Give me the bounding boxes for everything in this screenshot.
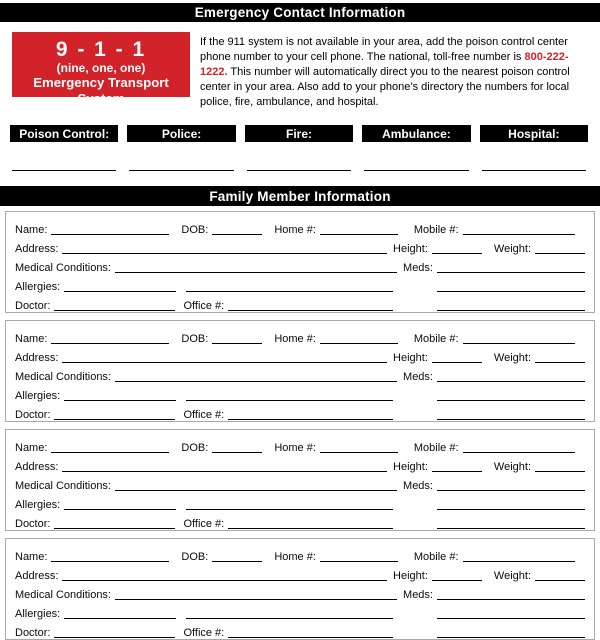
allergies-label: Allergies: (15, 499, 61, 511)
height-blank-line (432, 580, 482, 581)
weight-blank-line (535, 253, 585, 254)
doctor-label: Doctor: (15, 518, 51, 530)
mobile-phone-blank-line (463, 561, 575, 562)
mobile-phone-blank-line (463, 452, 575, 453)
dob-label: DOB: (181, 224, 209, 236)
height-blank-line (432, 362, 482, 363)
allergies-row (15, 602, 585, 621)
name-dob-phone-row (15, 436, 585, 455)
address-label: Address: (15, 461, 59, 473)
address-blank-line (62, 253, 387, 254)
meds-continuation-line-1 (437, 291, 585, 292)
instructions-part2: This number will automatically direct you to the nearest poison control center in your area. Also add to your phone’s directory the numbers for local police, fire, ambulance, and hospital. (200, 66, 570, 108)
family-member-card (5, 538, 595, 640)
medical-conditions-meds-row (15, 365, 585, 384)
dob-label: DOB: (181, 551, 209, 563)
meds-continuation-line-1 (437, 618, 585, 619)
weight-blank-line (535, 580, 585, 581)
poison-control-instructions (200, 35, 595, 110)
family-member-card (5, 211, 595, 313)
home-phone-label: Home #: (274, 551, 316, 563)
address-label: Address: (15, 352, 59, 364)
dob-blank-line (212, 234, 262, 235)
address-height-weight-row (15, 237, 585, 256)
name-blank-line (51, 561, 169, 562)
contact-label-fire: Fire: (245, 125, 353, 142)
medical-conditions-blank-line (115, 272, 397, 273)
medical-conditions-blank-line (115, 381, 397, 382)
home-phone-label: Home #: (274, 442, 316, 454)
office-phone-label: Office #: (183, 518, 225, 530)
doctor-office-row (15, 403, 585, 422)
allergies-continuation-line (186, 509, 393, 510)
allergies-continuation-line (186, 291, 393, 292)
meds-continuation-line-1 (437, 509, 585, 510)
family-member-header-bar (0, 186, 600, 206)
mobile-phone-label: Mobile #: (413, 333, 459, 345)
allergies-blank-line (64, 618, 176, 619)
meds-continuation-line-2 (437, 310, 585, 311)
meds-continuation-line-1 (437, 400, 585, 401)
mobile-phone-label: Mobile #: (413, 442, 459, 454)
doctor-office-row (15, 294, 585, 313)
address-height-weight-row (15, 455, 585, 474)
home-phone-blank-line (320, 234, 398, 235)
meds-label: Meds: (403, 371, 433, 383)
mobile-phone-blank-line (463, 343, 575, 344)
dob-blank-line (212, 452, 262, 453)
dob-label: DOB: (181, 442, 209, 454)
office-phone-label: Office #: (183, 627, 225, 639)
poison-control-blank-line (12, 169, 116, 171)
home-phone-label: Home #: (274, 224, 316, 236)
nine-one-one-caption: Emergency Transport System (33, 75, 169, 106)
meds-blank-line (437, 272, 585, 273)
emergency-contacts-blank-lines (10, 169, 588, 171)
height-label: Height: (393, 352, 428, 364)
poison-control-phone-number: 800-222-1222. (200, 51, 569, 78)
address-height-weight-row (15, 564, 585, 583)
allergies-blank-line (64, 400, 176, 401)
weight-blank-line (535, 471, 585, 472)
contact-label-hospital: Hospital: (480, 125, 588, 142)
doctor-blank-line (54, 310, 175, 311)
name-blank-line (51, 452, 169, 453)
doctor-office-row (15, 512, 585, 531)
meds-blank-line (437, 490, 585, 491)
name-dob-phone-row (15, 545, 585, 564)
emergency-contact-header-title: Emergency Contact Information (194, 5, 406, 20)
home-phone-blank-line (320, 561, 398, 562)
office-phone-blank-line (228, 419, 393, 420)
allergies-continuation-line (186, 618, 393, 619)
weight-label: Weight: (493, 243, 531, 255)
office-phone-label: Office #: (183, 300, 225, 312)
allergies-label: Allergies: (15, 281, 61, 293)
name-label: Name: (15, 442, 48, 454)
address-height-weight-row (15, 346, 585, 365)
nine-one-one-box (12, 32, 190, 106)
address-blank-line (62, 362, 387, 363)
weight-blank-line (535, 362, 585, 363)
mobile-phone-label: Mobile #: (413, 224, 459, 236)
police-blank-line (129, 169, 233, 171)
name-dob-phone-row (15, 218, 585, 237)
address-blank-line (62, 580, 387, 581)
address-blank-line (62, 471, 387, 472)
meds-label: Meds: (403, 589, 433, 601)
family-member-card (5, 320, 595, 422)
allergies-blank-line (64, 509, 176, 510)
intro-section (0, 32, 600, 110)
mobile-phone-label: Mobile #: (413, 551, 459, 563)
allergies-label: Allergies: (15, 390, 61, 402)
height-blank-line (432, 253, 482, 254)
allergies-label: Allergies: (15, 608, 61, 620)
doctor-label: Doctor: (15, 409, 51, 421)
office-phone-label: Office #: (183, 409, 225, 421)
meds-blank-line (437, 381, 585, 382)
home-phone-blank-line (320, 343, 398, 344)
name-dob-phone-row (15, 327, 585, 346)
weight-label: Weight: (493, 570, 531, 582)
name-label: Name: (15, 224, 48, 236)
medical-conditions-blank-line (115, 490, 397, 491)
height-label: Height: (393, 461, 428, 473)
name-blank-line (51, 234, 169, 235)
meds-continuation-line-2 (437, 419, 585, 420)
weight-label: Weight: (493, 352, 531, 364)
meds-continuation-line-2 (437, 528, 585, 529)
dob-blank-line (212, 561, 262, 562)
doctor-blank-line (54, 419, 175, 420)
doctor-label: Doctor: (15, 300, 51, 312)
nine-one-one-number: 9 - 1 - 1 (55, 38, 147, 61)
name-label: Name: (15, 551, 48, 563)
name-label: Name: (15, 333, 48, 345)
doctor-office-row (15, 621, 585, 640)
doctor-blank-line (54, 637, 175, 638)
weight-label: Weight: (493, 461, 531, 473)
home-phone-blank-line (320, 452, 398, 453)
mobile-phone-blank-line (463, 234, 575, 235)
dob-label: DOB: (181, 333, 209, 345)
height-label: Height: (393, 570, 428, 582)
fire-blank-line (247, 169, 351, 171)
medical-conditions-label: Medical Conditions: (15, 480, 111, 492)
medical-conditions-meds-row (15, 583, 585, 602)
doctor-label: Doctor: (15, 627, 51, 639)
contact-label-poison-control: Poison Control: (10, 125, 118, 142)
allergies-blank-line (64, 291, 176, 292)
instructions-part1: If the 911 system is not available in your area, add the poison control center phone number to your cell phone. The national, toll-free number is (200, 36, 568, 63)
height-blank-line (432, 471, 482, 472)
medical-conditions-label: Medical Conditions: (15, 589, 111, 601)
medical-conditions-label: Medical Conditions: (15, 371, 111, 383)
allergies-row (15, 384, 585, 403)
medical-conditions-meds-row (15, 256, 585, 275)
address-label: Address: (15, 570, 59, 582)
meds-label: Meds: (403, 480, 433, 492)
height-label: Height: (393, 243, 428, 255)
home-phone-label: Home #: (274, 333, 316, 345)
family-member-card (5, 429, 595, 531)
allergies-row (15, 493, 585, 512)
ambulance-blank-line (364, 169, 468, 171)
meds-blank-line (437, 599, 585, 600)
meds-continuation-line-2 (437, 637, 585, 638)
emergency-contacts-row (10, 125, 588, 142)
emergency-contact-header-bar (0, 3, 600, 22)
nine-one-one-subtitle: (nine, one, one) (56, 61, 146, 75)
dob-blank-line (212, 343, 262, 344)
family-member-header-title: Family Member Information (209, 188, 391, 204)
name-blank-line (51, 343, 169, 344)
family-member-sections (0, 211, 600, 640)
hospital-blank-line (482, 169, 586, 171)
address-label: Address: (15, 243, 59, 255)
office-phone-blank-line (228, 310, 393, 311)
allergies-continuation-line (186, 400, 393, 401)
office-phone-blank-line (228, 528, 393, 529)
medical-conditions-blank-line (115, 599, 397, 600)
doctor-blank-line (54, 528, 175, 529)
medical-conditions-label: Medical Conditions: (15, 262, 111, 274)
allergies-row (15, 275, 585, 294)
contact-label-ambulance: Ambulance: (362, 125, 470, 142)
meds-label: Meds: (403, 262, 433, 274)
medical-conditions-meds-row (15, 474, 585, 493)
office-phone-blank-line (228, 637, 393, 638)
contact-label-police: Police: (127, 125, 235, 142)
